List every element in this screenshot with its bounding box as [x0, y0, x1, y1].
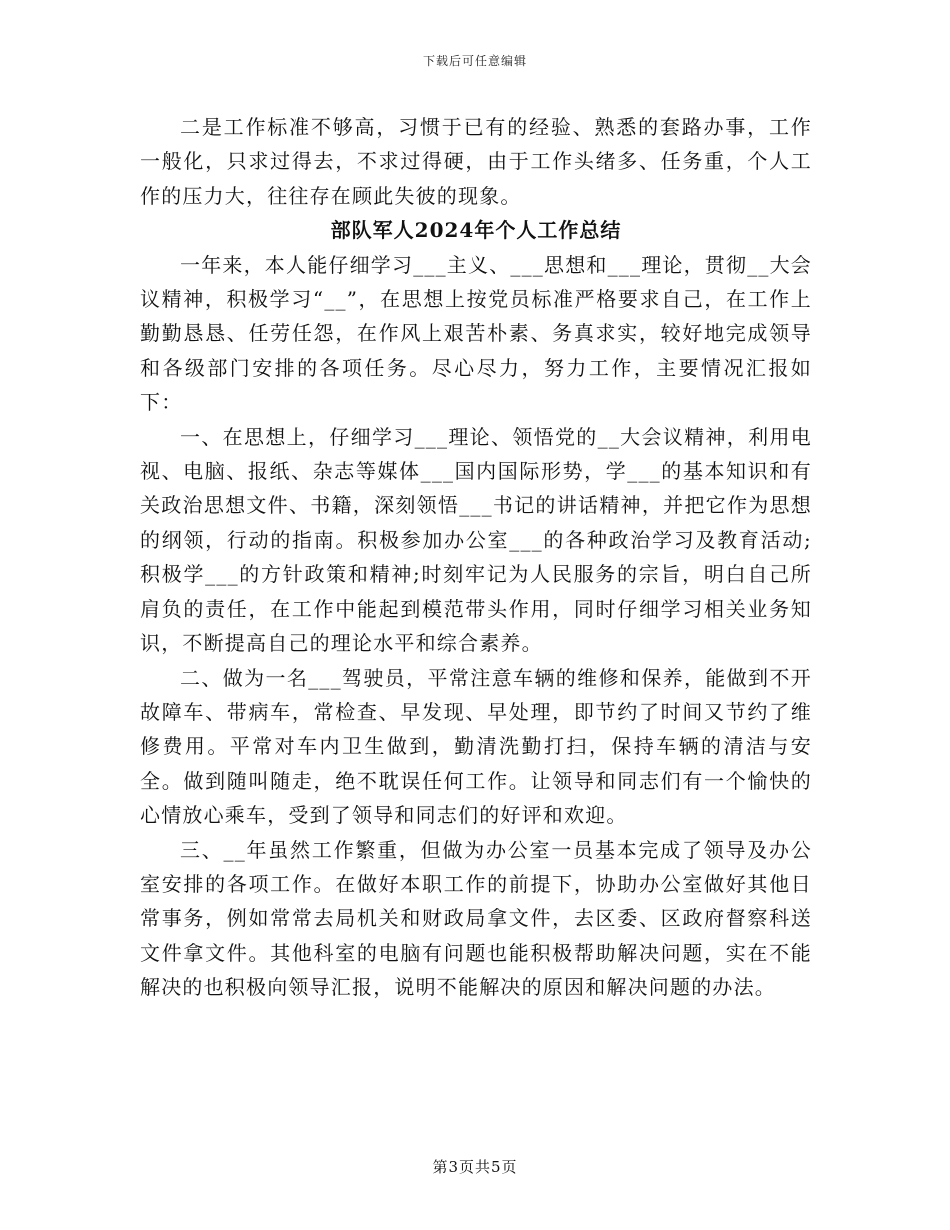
page-header: 下载后可任意编辑 — [422, 54, 527, 68]
page-footer: 第3页共5页 — [432, 1158, 518, 1176]
body-paragraph-2: 一、在思想上，仔细学习___理论、领悟党的__大会议精神，利用电视、电脑、报纸、杂志等媒体___国内国际形势，学___的基本知识和有关政治思想文件、书籍，深刻领悟___书记的讲话精神，并把它作为思想的纲领，行动的指南。积极参加办公室___的各种政治学习及教育活动;积极学___的方针政策和精神;时刻牢记为人民服务的宗旨，明白自己所肩负的责任，在工作中能起到模范带头作用，同时仔细学习相关业务知识，不断提高自己的理论水平和综合素养。 — [140, 424, 812, 656]
intro-paragraph: 二是工作标准不够高，习惯于已有的经验、熟悉的套路办事，工作一般化，只求过得去，不求过得硬，由于工作头绪多、任务重，个人工作的压力大，往往存在顾此失彼的现象。 — [140, 115, 812, 208]
document-body — [140, 110, 812, 1005]
body-paragraph-3: 二、做为一名___驾驶员，平常注意车辆的维修和保养，能做到不开故障车、带病车，常检查、早发现、早处理，即节约了时间又节约了维修费用。平常对车内卫生做到，勤清洗勤打扫，保持车辆的清洁与安全。做到随叫随走，绝不耽误任何工作。让领导和同志们有一个愉快的心情放心乘车，受到了领导和同志们的好评和欢迎。 — [140, 665, 812, 828]
body-paragraph-1: 一年来，本人能仔细学习___主义、___思想和___理论，贯彻__大会议精神，积极学习“__”，在思想上按党员标准严格要求自己，在工作上勤勤恳恳、任劳任怨，在作风上艰苦朴素、务真求实，较好地完成领导和各级部门安排的各项任务。尽心尽力，努力工作，主要情况汇报如下： — [140, 252, 812, 415]
document-title: 部队军人2024年个人工作总结 — [330, 218, 622, 243]
body-paragraph-4: 三、__年虽然工作繁重，但做为办公室一员基本完成了领导及办公室安排的各项工作。在做好本职工作的前提下，协助办公室做好其他日常事务，例如常常去局机关和财政局拿文件，去区委、区政府督察科送文件拿文件。其他科室的电脑有问题也能积极帮助解决问题，实在不能解决的也积极向领导汇报，说明不能解决的原因和解决问题的办法。 — [140, 837, 812, 1000]
